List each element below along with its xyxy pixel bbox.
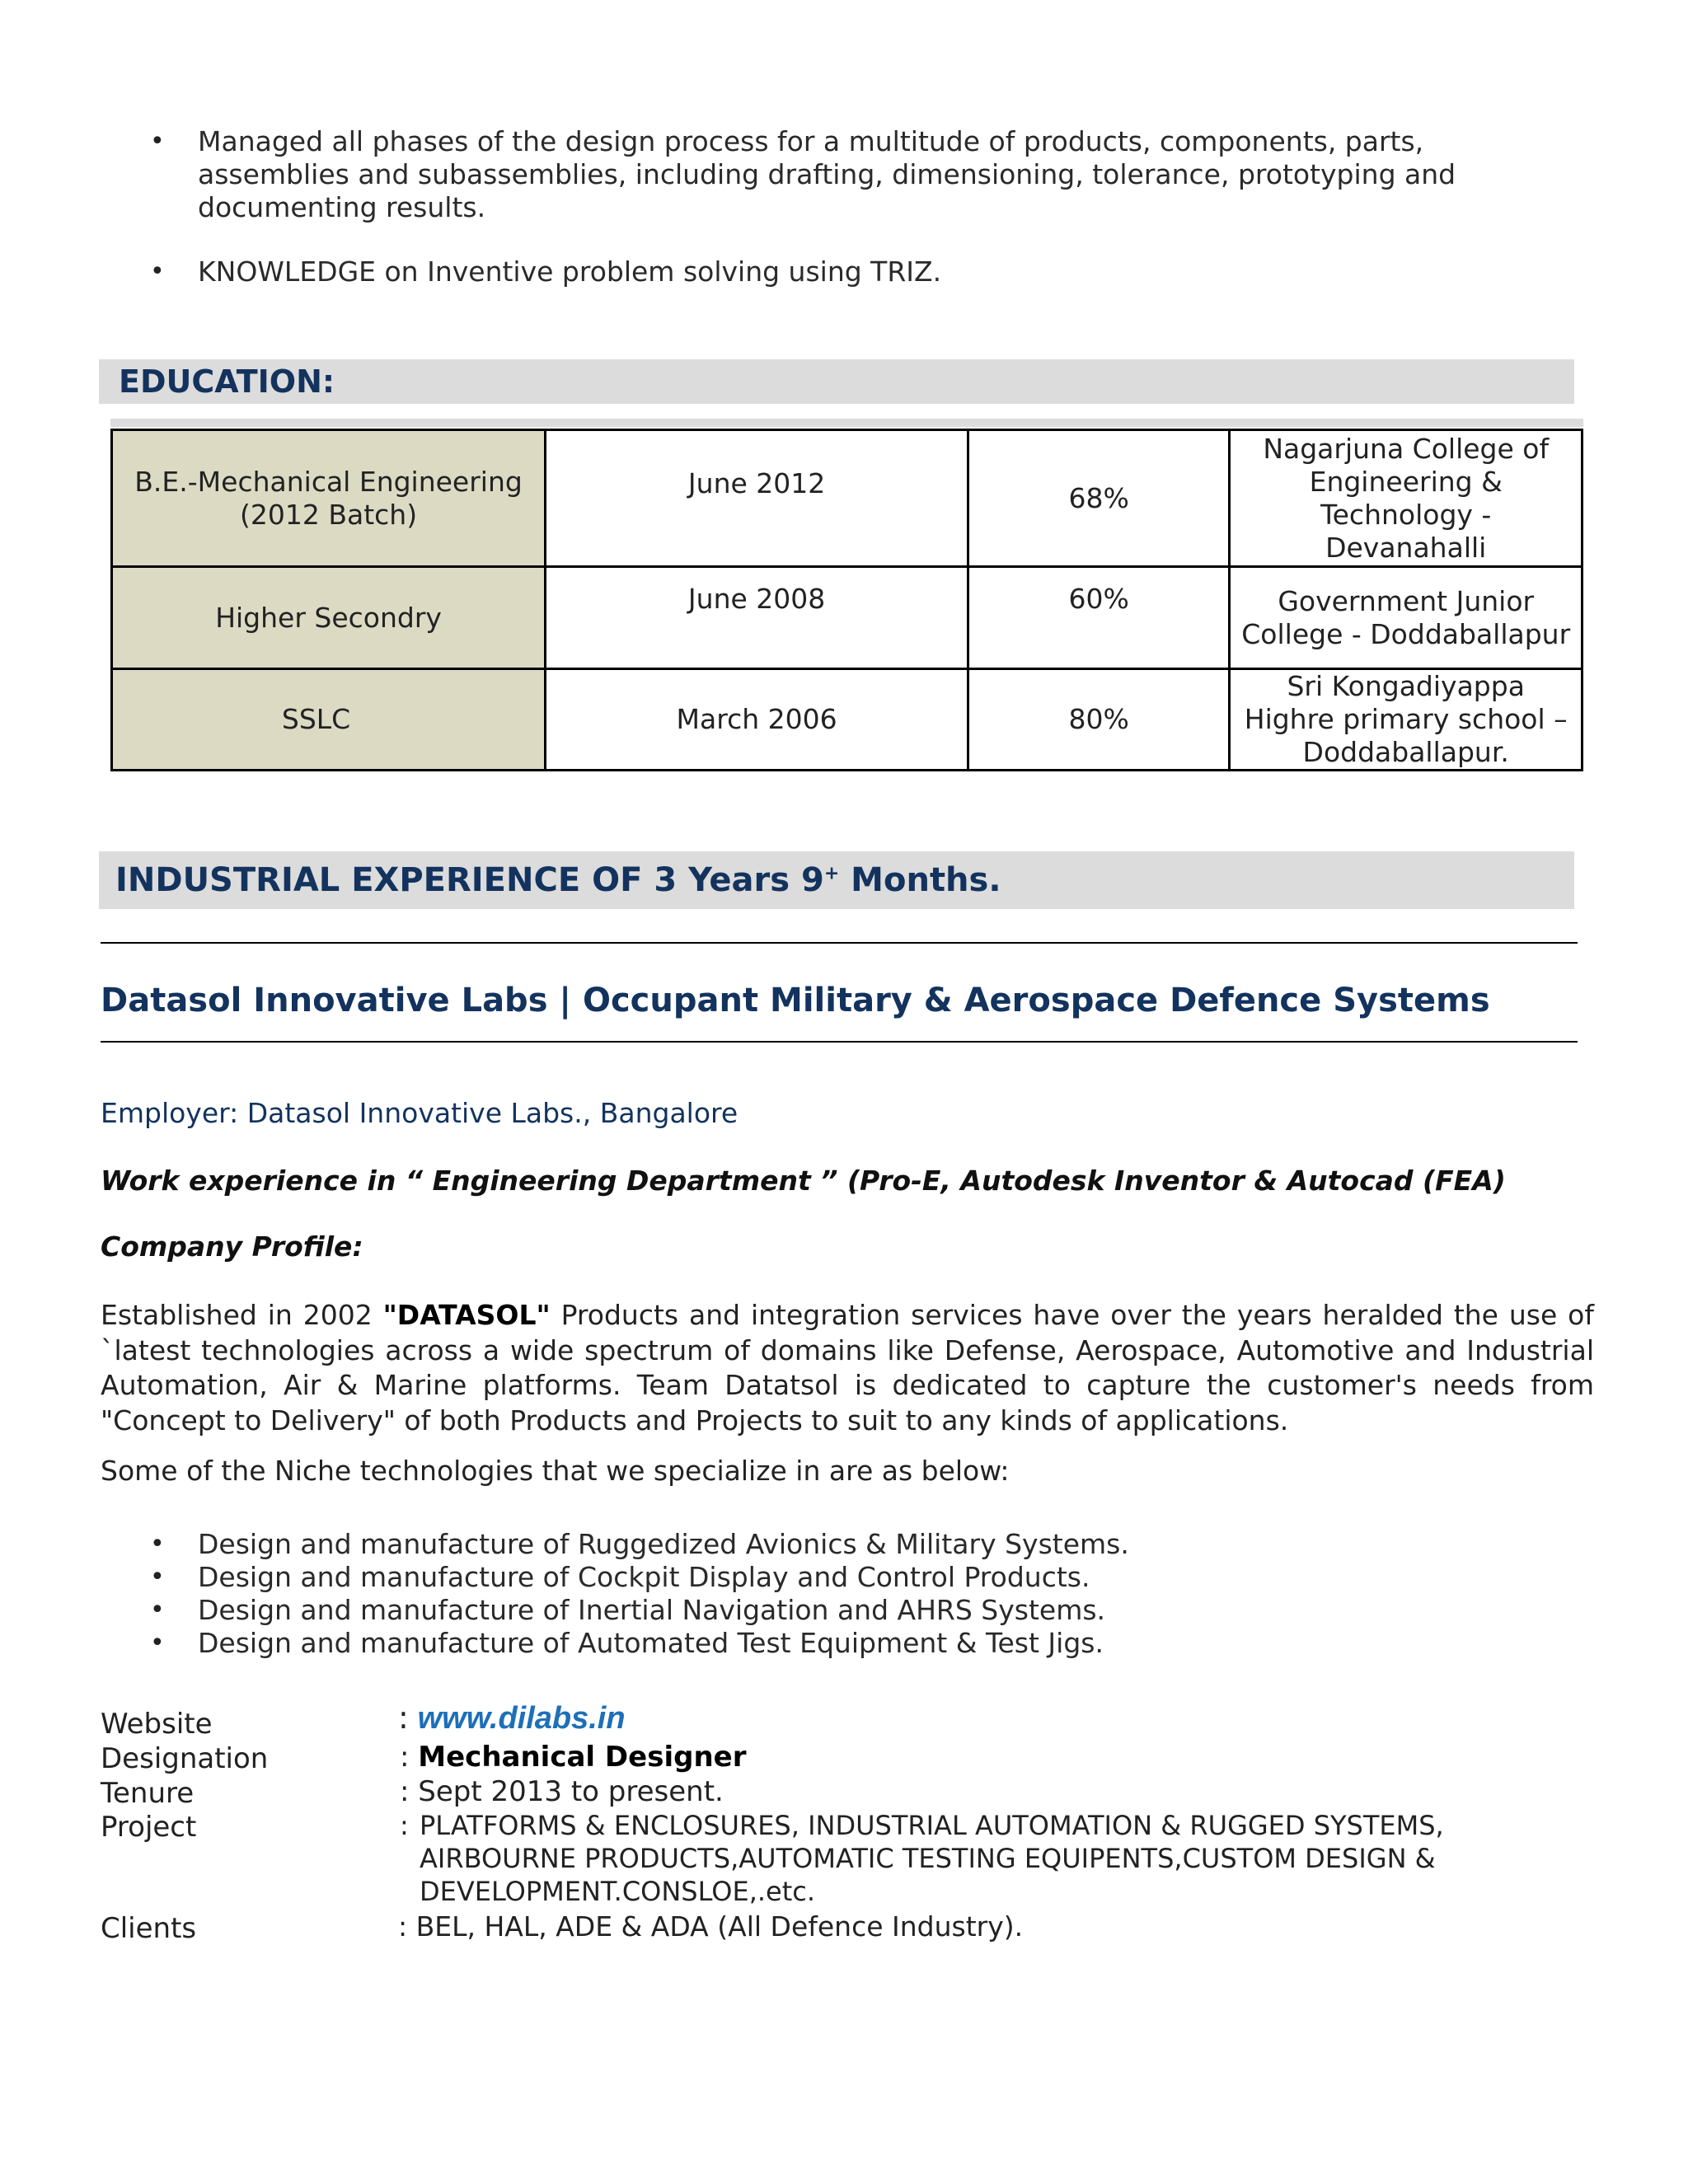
experience-heading-sup: + (823, 863, 840, 884)
institution-cell: Sri Kongadiyappa Highre primary school – Doddaballapur. (1230, 669, 1582, 771)
experience-heading-text: INDUSTRIAL EXPERIENCE OF 3 Years 9 (115, 861, 824, 899)
table-row (112, 567, 1582, 669)
qualification-cell: B.E.-Mechanical Engineering (2012 Batch) (112, 430, 546, 567)
project-label: Project (101, 1811, 197, 1844)
score-cell: 68% (968, 430, 1230, 567)
tenure-label: Tenure (101, 1777, 195, 1810)
profile-text-post: Products and integration services have over the years heralded the use of `latest technologies across a wide spectrum of domains like Defense, Aerospace, Automotive and Industrial Automation, Air & Marine platforms. Team Datatsol is dedicated to capture the customer's needs from "Concept to Delivery" of both Products and Projects to suit to any kinds of applications. (101, 1299, 1594, 1436)
company-profile-heading: Company Profile: (101, 1230, 363, 1263)
experience-heading (115, 861, 1001, 899)
list-item: • Design and manufacture of Inertial Navigation and AHRS Systems. (99, 1594, 1500, 1627)
list-item: • KNOWLEDGE on Inventive problem solving using TRIZ. (99, 255, 1500, 288)
separator: : (400, 1810, 409, 1841)
tenure-row (400, 1775, 724, 1808)
list-item: • Design and manufacture of Cockpit Display and Control Products. (99, 1561, 1500, 1594)
date-cell: June 2012 (546, 430, 968, 567)
experience-heading-end: Months. (839, 861, 1001, 899)
designation-value: Mechanical Designer (418, 1741, 747, 1774)
work-experience-line: Work experience in “ Engineering Department ” (Pro-E, Autodesk Inventor & Autocad (FEA) (101, 1165, 1506, 1197)
separator: : (400, 1775, 410, 1808)
niche-bullet-list (99, 1528, 1500, 1660)
table-top-shadow (110, 419, 1583, 427)
website-link[interactable]: www.dilabs.in (417, 1701, 626, 1736)
profile-text-pre: Established in 2002 (101, 1299, 383, 1331)
separator: : (400, 1741, 410, 1774)
date-cell: March 2006 (546, 669, 968, 771)
institution-cell: Nagarjuna College of Engineering & Technology - Devanahalli (1230, 430, 1582, 567)
score-cell: 80% (968, 669, 1230, 771)
employer-line: Employer: Datasol Innovative Labs., Bangalore (101, 1097, 738, 1129)
project-row (400, 1809, 1554, 1908)
list-item: • Design and manufacture of Automated Test Equipment & Test Jigs. (99, 1627, 1500, 1660)
tenure-value: Sept 2013 to present. (418, 1775, 724, 1808)
education-table (110, 429, 1583, 771)
qualification-cell: SSLC (112, 669, 546, 771)
education-heading: EDUCATION: (119, 363, 335, 400)
profile-text-bold: "DATASOL" (382, 1299, 551, 1331)
designation-row (400, 1741, 746, 1774)
experience-heading-band (99, 851, 1574, 909)
list-item: • Managed all phases of the design process for a multitude of products, components, parts, assemblies and subassemblies, including drafting, dimensioning, tolerance, prototyping and documenting results. (99, 125, 1500, 224)
divider (101, 942, 1578, 944)
separator: : (398, 1699, 409, 1736)
date-cell: June 2008 (546, 567, 968, 669)
clients-value: BEL, HAL, ADE & ADA (All Defence Industry). (415, 1910, 1024, 1943)
qualification-cell: Higher Secondry (112, 567, 546, 669)
website-label: Website (101, 1708, 213, 1741)
separator: : (398, 1910, 408, 1943)
company-line: Datasol Innovative Labs | Occupant Military & Aerospace Defence Systems (101, 982, 1490, 1019)
table-row (112, 669, 1582, 771)
website-row (398, 1701, 626, 1736)
table-row (112, 430, 1582, 567)
clients-label: Clients (101, 1912, 197, 1945)
education-heading-band (99, 359, 1574, 404)
divider (101, 1041, 1578, 1043)
list-item: • Design and manufacture of Ruggedized Avionics & Military Systems. (99, 1528, 1500, 1561)
clients-row (398, 1910, 1023, 1943)
niche-intro: Some of the Niche technologies that we specialize in are as below: (101, 1455, 1010, 1487)
designation-label: Designation (101, 1742, 269, 1775)
score-cell: 60% (968, 567, 1230, 669)
institution-cell: Government Junior College - Doddaballapur (1230, 567, 1582, 669)
company-profile-paragraph (101, 1298, 1594, 1438)
top-bullet-list (99, 125, 1500, 288)
project-value: PLATFORMS & ENCLOSURES, INDUSTRIAL AUTOMATION & RUGGED SYSTEMS, AIRBOURNE PRODUCTS,AUTOMATIC TESTING EQUIPENTS,CUSTOM DESIGN & DEVELOPMENT.CONSLOE,.etc. (420, 1810, 1444, 1907)
